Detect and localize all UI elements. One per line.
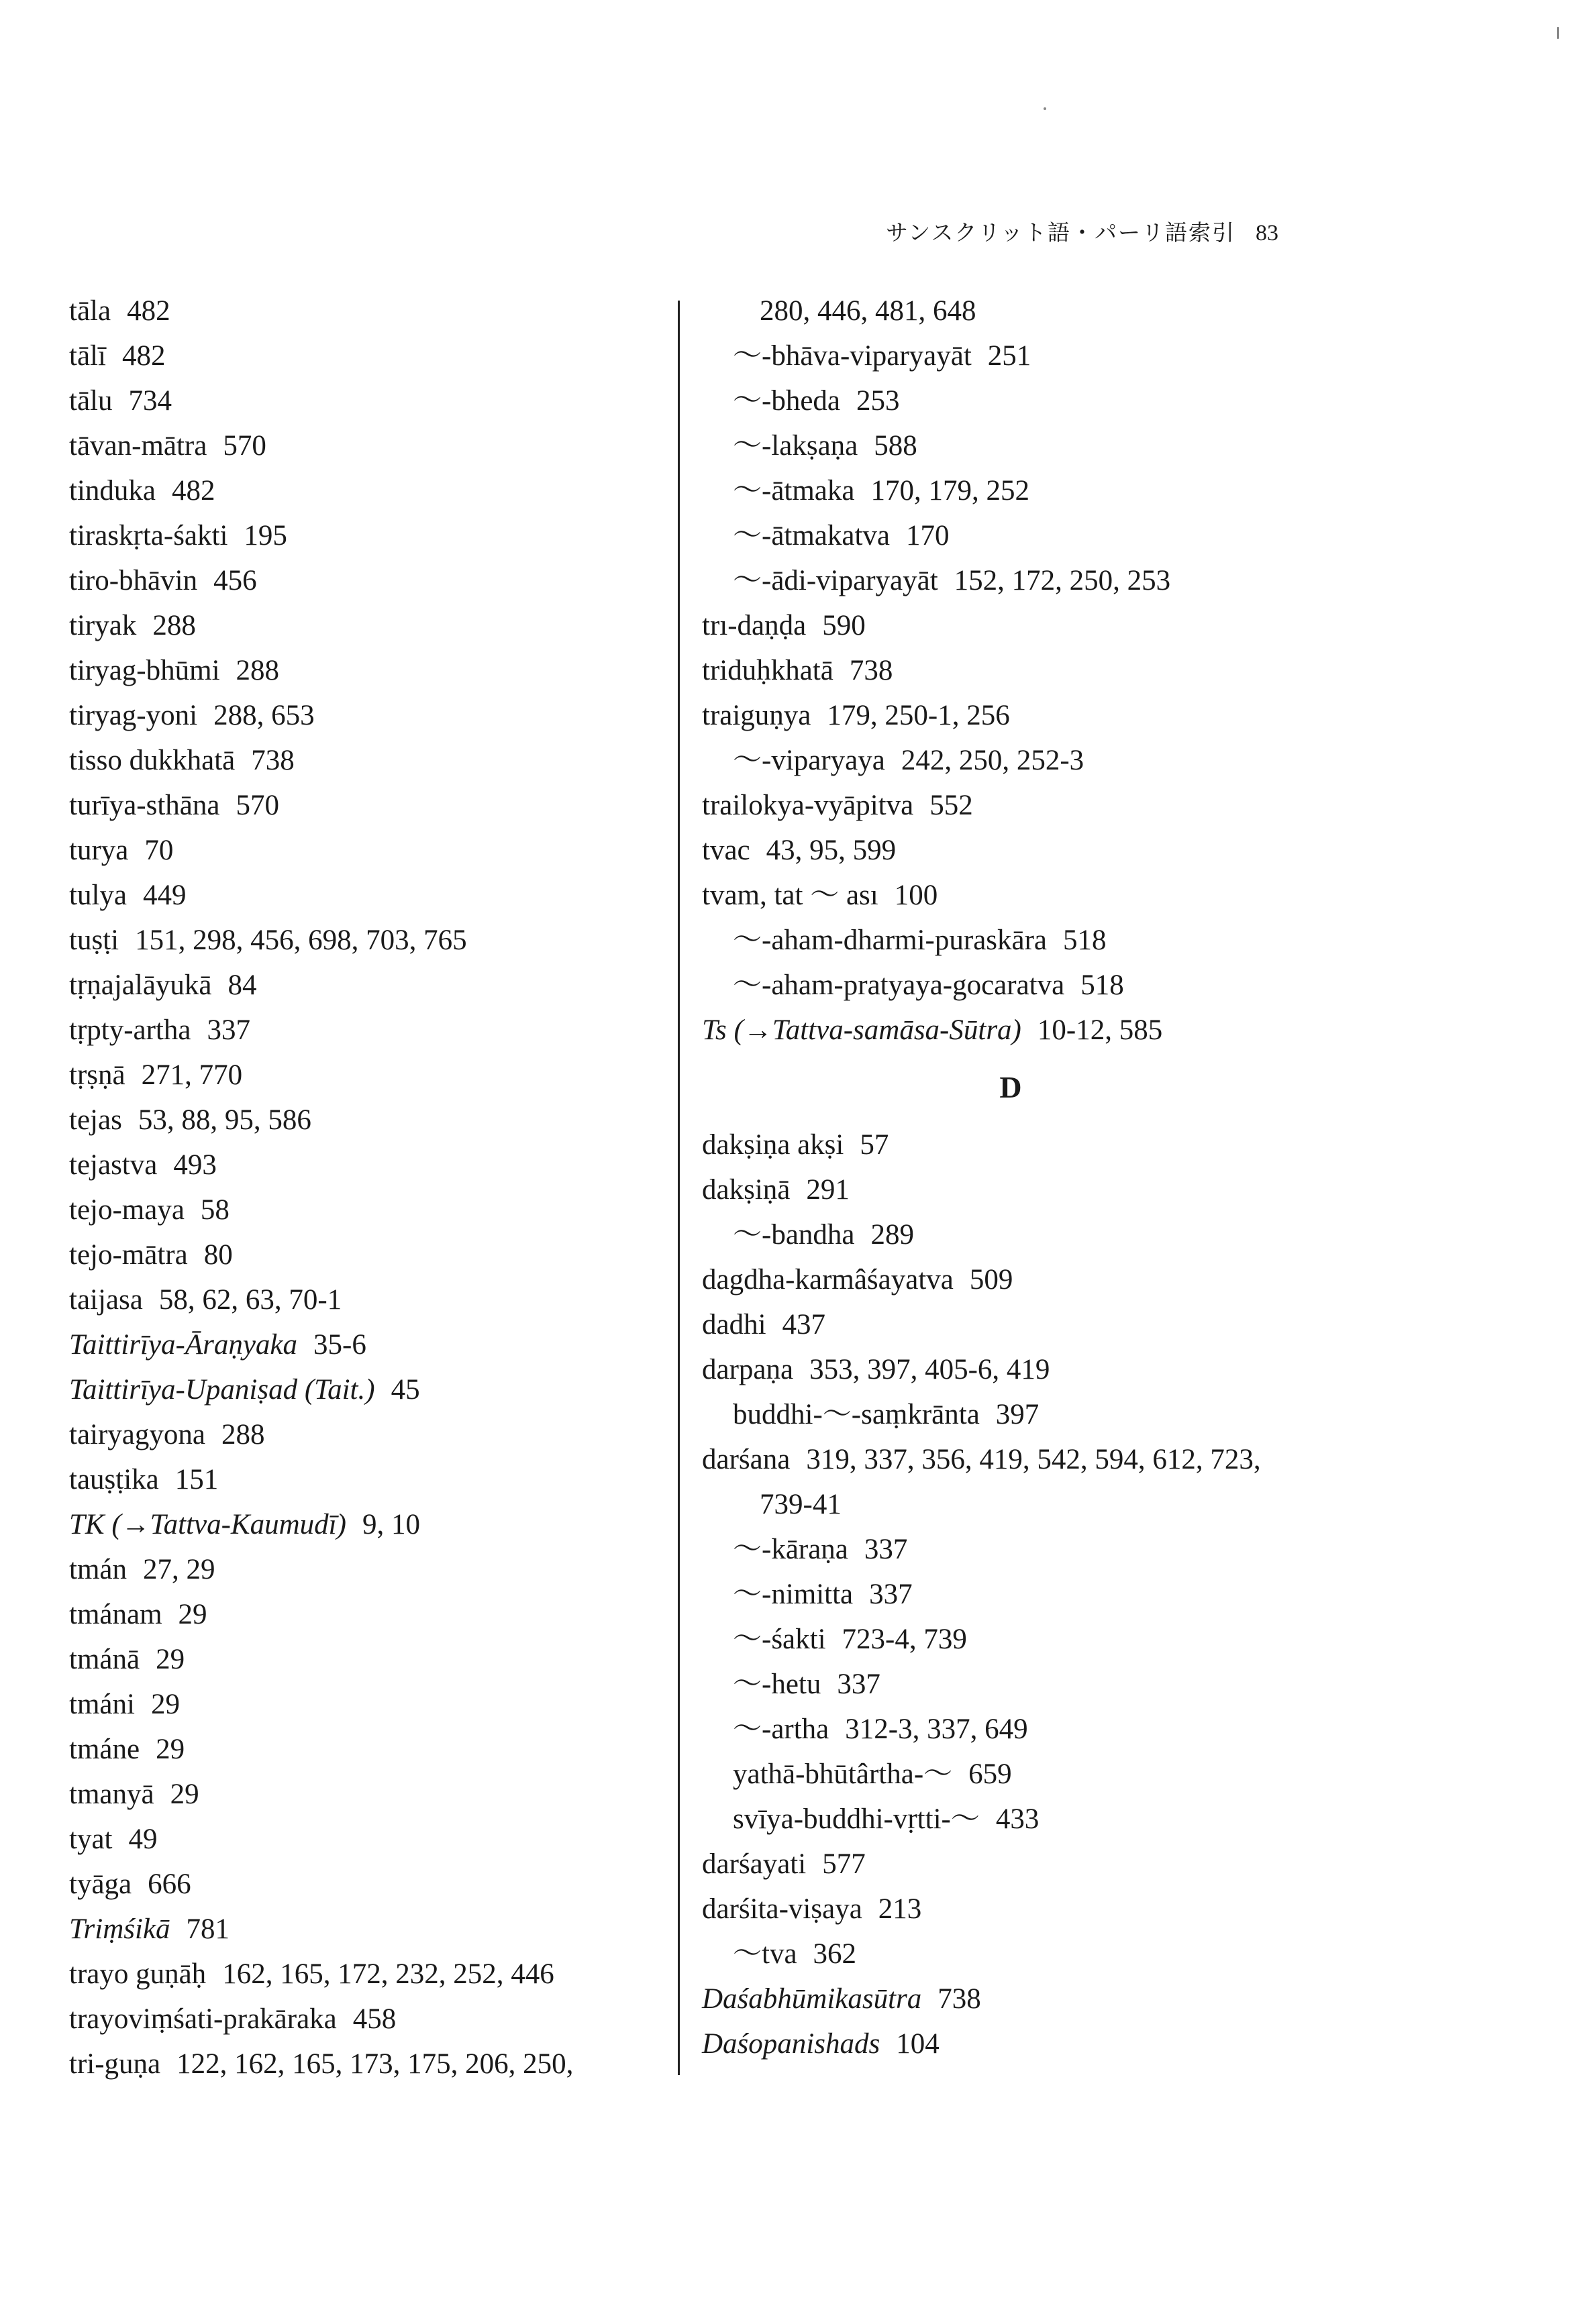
index-term: ～-nimitta — [733, 1579, 854, 1610]
index-term: ～-kāraṇa — [733, 1534, 848, 1565]
index-term: tinduka — [69, 475, 156, 507]
page-references: 58 — [200, 1194, 230, 1226]
page-references: 280, 446, 481, 648 — [760, 295, 976, 327]
page-references: 337 — [864, 1534, 908, 1565]
index-term: tiraskṛta-śakti — [69, 520, 228, 551]
index-entry — [69, 378, 670, 423]
index-entry — [69, 1143, 670, 1187]
index-term: tyāga — [69, 1868, 132, 1900]
page-references: 152, 172, 250, 253 — [954, 565, 1171, 596]
index-term: tri-guṇa — [69, 2048, 161, 2080]
index-term: dagdha-karmâśayatva — [702, 1264, 954, 1296]
page-references: 570 — [223, 430, 266, 462]
index-entry — [69, 1277, 670, 1322]
index-entry — [702, 738, 1346, 783]
page-references: 162, 165, 172, 232, 252, 446 — [222, 1958, 554, 1990]
page-number: 83 — [1256, 221, 1278, 246]
page-references: 288 — [221, 1419, 265, 1450]
page-references: 437 — [782, 1309, 826, 1340]
page-references: 288, 653 — [213, 700, 315, 731]
index-entry — [702, 2021, 1346, 2066]
index-entry — [702, 1572, 1346, 1617]
index-term: ～-śakti — [733, 1624, 826, 1655]
index-entry — [702, 1008, 1346, 1053]
page-references: 493 — [173, 1149, 217, 1181]
index-entry — [702, 1617, 1346, 1662]
scan-speck — [1557, 27, 1559, 39]
index-term: ～-bheda — [733, 385, 840, 417]
index-entry — [69, 1053, 670, 1098]
index-entry — [69, 1187, 670, 1232]
index-entry — [69, 738, 670, 783]
page-references: 666 — [148, 1868, 191, 1900]
index-term: ～-bandha — [733, 1219, 855, 1251]
index-entry — [702, 1932, 1346, 1976]
index-term: tṛṣṇā — [69, 1059, 125, 1091]
page-references: 738 — [849, 655, 893, 686]
index-entry — [69, 783, 670, 828]
index-term: ～-ātmaka — [733, 475, 855, 507]
page-references: 518 — [1063, 925, 1107, 956]
index-term: taijasa — [69, 1284, 143, 1316]
index-entry — [69, 468, 670, 513]
index-entry — [69, 873, 670, 918]
page-references: 170, 179, 252 — [870, 475, 1029, 507]
index-term: tejastva — [69, 1149, 158, 1181]
index-entry — [69, 1637, 670, 1682]
page-references: 242, 250, 252-3 — [901, 745, 1084, 776]
index-term: trayoviṃśati-prakāraka — [69, 2003, 337, 2035]
index-term: ～-ādi-viparyayāt — [733, 565, 938, 596]
index-entry — [69, 1547, 670, 1592]
index-entry — [702, 918, 1346, 963]
index-term: ～-viparyaya — [733, 745, 885, 776]
index-term: tṛpty-artha — [69, 1014, 191, 1046]
index-term: Taittirīya-Āraṇyaka — [69, 1329, 298, 1361]
index-term: tejo-maya — [69, 1194, 185, 1226]
index-section-d — [702, 1122, 1346, 2066]
index-entry — [69, 1322, 670, 1367]
page-references: 570 — [236, 790, 279, 821]
index-term: trailokya-vyāpitva — [702, 790, 914, 821]
index-term: tmánā — [69, 1644, 140, 1675]
index-term: buddhi-～-saṃkrānta — [733, 1399, 980, 1430]
page-references: 353, 397, 405-6, 419 — [809, 1354, 1050, 1385]
page-references: 659 — [968, 1758, 1012, 1790]
page-references: 738 — [938, 1983, 981, 2015]
page-references: 53, 88, 95, 586 — [138, 1104, 311, 1136]
index-term: ～-artha — [733, 1713, 829, 1745]
index-term: Taittirīya-Upaniṣad (Tait.) — [69, 1374, 375, 1406]
column-divider — [678, 301, 680, 2075]
page-references: 253 — [856, 385, 900, 417]
index-entry — [702, 693, 1346, 738]
index-entry — [702, 1302, 1346, 1347]
index-entry — [702, 1482, 1346, 1527]
index-term: ～-aham-dharmi-puraskāra — [733, 925, 1048, 956]
index-term: tālī — [69, 340, 106, 372]
page-references: 27, 29 — [142, 1554, 215, 1585]
index-column-right — [702, 288, 1346, 2066]
index-entry — [69, 918, 670, 963]
page-references: 84 — [227, 969, 257, 1001]
page-references: 734 — [128, 385, 172, 417]
page-references: 151 — [174, 1464, 219, 1495]
page-references: 43, 95, 599 — [766, 835, 897, 866]
index-entry — [702, 1797, 1346, 1842]
index-entry — [69, 1682, 670, 1727]
index-term: tiryak — [69, 610, 137, 641]
index-entry — [69, 1412, 670, 1457]
index-entry — [702, 828, 1346, 873]
index-term: darpaṇa — [702, 1354, 794, 1385]
index-term: tāvan-mātra — [69, 430, 207, 462]
index-term: tmánam — [69, 1599, 162, 1630]
page-references: 100 — [894, 880, 938, 911]
index-term: ～-aham-pratyaya-gocaratva — [733, 969, 1065, 1001]
page-references: 29 — [156, 1734, 185, 1765]
page-references: 456 — [213, 565, 257, 596]
index-entry — [69, 648, 670, 693]
index-entry — [69, 423, 670, 468]
page-references: 49 — [128, 1824, 158, 1855]
index-term: tejas — [69, 1104, 122, 1136]
page-references: 213 — [878, 1893, 922, 1925]
index-entry — [702, 648, 1346, 693]
page-references: 397 — [995, 1399, 1040, 1430]
index-entry — [702, 1842, 1346, 1887]
index-entry — [702, 1437, 1346, 1482]
index-term: dakṣiṇa akṣi — [702, 1129, 844, 1161]
index-entry — [69, 603, 670, 648]
index-entry — [69, 1098, 670, 1143]
page-header — [795, 213, 1278, 254]
index-entry — [69, 333, 670, 378]
page-references: 738 — [251, 745, 295, 776]
page-references: 291 — [806, 1174, 850, 1206]
index-entry — [69, 1907, 670, 1952]
index-term: darśita-viṣaya — [702, 1893, 862, 1925]
page-references: 271, 770 — [141, 1059, 243, 1091]
index-entry — [69, 1727, 670, 1772]
index-entry — [69, 513, 670, 558]
index-entry — [69, 2042, 670, 2087]
index-entry — [69, 1457, 670, 1502]
page-references: 29 — [170, 1779, 199, 1810]
page-references: 362 — [813, 1938, 857, 1970]
page-references: 588 — [874, 430, 917, 462]
page-references: 482 — [121, 340, 166, 372]
index-term: ～-bhāva-viparyayāt — [733, 340, 972, 372]
index-term: ～-hetu — [733, 1669, 821, 1700]
index-entry — [702, 423, 1346, 468]
page-references: 170 — [906, 520, 950, 551]
index-entry — [702, 1887, 1346, 1932]
index-term: Triṃśikā — [69, 1913, 170, 1945]
page-references: 723-4, 739 — [842, 1624, 967, 1655]
page-references: 35-6 — [313, 1329, 366, 1361]
index-term: tvac — [702, 835, 750, 866]
page-references: 518 — [1080, 969, 1124, 1001]
page-references: 739-41 — [760, 1489, 842, 1520]
index-entry — [69, 963, 670, 1008]
page-references: 29 — [156, 1644, 185, 1675]
index-entry — [702, 558, 1346, 603]
page-references: 552 — [929, 790, 973, 821]
page-references: 482 — [127, 295, 170, 327]
index-term: yathā-bhūtârtha-～ — [733, 1758, 953, 1790]
index-entry — [69, 1817, 670, 1862]
page-references: 319, 337, 356, 419, 542, 594, 612, 723, — [806, 1444, 1261, 1475]
index-term: tvam, tat ～ ası — [702, 880, 878, 911]
page-references: 29 — [150, 1689, 180, 1720]
index-section-t-continued — [702, 288, 1346, 1053]
index-entry — [69, 828, 670, 873]
page-references: 195 — [244, 520, 287, 551]
page-references: 45 — [391, 1374, 420, 1406]
index-term: tauṣṭika — [69, 1464, 159, 1495]
index-term: TK (→Tattva-Kaumudī) — [69, 1509, 346, 1540]
section-letter-heading: D — [999, 1070, 1022, 1104]
page-references: 104 — [896, 2028, 940, 2060]
index-term: tulya — [69, 880, 127, 911]
index-term: trı-daṇḍa — [702, 610, 807, 641]
index-entry — [702, 1212, 1346, 1257]
index-entry — [702, 603, 1346, 648]
page-references: 179, 250-1, 256 — [827, 700, 1010, 731]
page-references: 781 — [186, 1913, 230, 1945]
index-entry — [702, 513, 1346, 558]
index-entry — [702, 288, 1346, 333]
page-references: 70 — [144, 835, 174, 866]
index-term: tmanyā — [69, 1779, 154, 1810]
index-column-left — [69, 288, 670, 2087]
page-references: 337 — [837, 1669, 880, 1700]
page-references: 151, 298, 456, 698, 703, 765 — [135, 925, 467, 956]
page-references: 312-3, 337, 649 — [845, 1713, 1028, 1745]
index-entry — [69, 1502, 670, 1547]
index-entry — [69, 1232, 670, 1277]
page-references: 288 — [236, 655, 280, 686]
index-entry — [702, 1527, 1346, 1572]
index-term: darśana — [702, 1444, 791, 1475]
page-references: 122, 162, 165, 173, 175, 206, 250, — [176, 2048, 574, 2080]
index-entry — [69, 1008, 670, 1053]
index-term: turīya-sthāna — [69, 790, 220, 821]
page-references: 9, 10 — [362, 1509, 420, 1540]
page-references: 482 — [171, 475, 215, 507]
page-references: 58, 62, 63, 70-1 — [158, 1284, 342, 1316]
index-term: tiryag-bhūmi — [69, 655, 220, 686]
page-references: 458 — [352, 2003, 397, 2035]
index-entry — [702, 963, 1346, 1008]
index-term: Daśopanishads — [702, 2028, 880, 2060]
index-term: dakṣiṇā — [702, 1174, 791, 1206]
page-references: 449 — [142, 880, 187, 911]
index-term: tmán — [69, 1554, 127, 1585]
index-entry — [702, 1392, 1346, 1437]
page-references: 251 — [987, 340, 1031, 372]
page-references: 433 — [995, 1803, 1040, 1835]
index-term: ～-ātmakatva — [733, 520, 891, 551]
index-entry — [702, 1122, 1346, 1167]
page-references: 29 — [178, 1599, 207, 1630]
index-term: svīya-buddhi-vṛtti-～ — [733, 1803, 980, 1835]
page-references: 289 — [870, 1219, 914, 1251]
index-term: tiro-bhāvin — [69, 565, 198, 596]
index-term: turya — [69, 835, 129, 866]
index-term: tālu — [69, 385, 113, 417]
index-entry — [69, 1862, 670, 1907]
index-term: tyat — [69, 1824, 113, 1855]
index-term: darśayati — [702, 1848, 807, 1880]
index-term: triduḥkhatā — [702, 655, 833, 686]
index-entry — [702, 783, 1346, 828]
index-term: ～tva — [733, 1938, 797, 1970]
index-term: tṛṇajalāyukā — [69, 969, 212, 1001]
scan-speck — [1044, 107, 1046, 110]
index-term: tisso dukkhatā — [69, 745, 236, 776]
index-term: tāla — [69, 295, 111, 327]
index-entry — [702, 1257, 1346, 1302]
index-entry — [702, 378, 1346, 423]
page-references: 337 — [869, 1579, 913, 1610]
index-entry — [69, 288, 670, 333]
index-term: ～-lakṣaṇa — [733, 430, 858, 462]
index-term: tuṣṭi — [69, 925, 119, 956]
page-references: 288 — [152, 610, 196, 641]
index-entry — [702, 1752, 1346, 1797]
index-entry — [69, 558, 670, 603]
running-title: サンスクリット語・パーリ語索引 — [885, 221, 1235, 246]
page-references: 57 — [860, 1129, 889, 1161]
index-term: tmáne — [69, 1734, 140, 1765]
page-references: 509 — [969, 1264, 1013, 1296]
page-references: 577 — [822, 1848, 866, 1880]
index-entry — [69, 1952, 670, 1997]
index-entry — [702, 333, 1346, 378]
page-references: 590 — [822, 610, 866, 641]
index-entry — [69, 1592, 670, 1637]
index-entry — [702, 873, 1346, 918]
index-entry — [702, 468, 1346, 513]
index-term: traiguṇya — [702, 700, 811, 731]
index-term: trayo guṇāḥ — [69, 1958, 207, 1990]
index-term: Ts (→Tattva-samāsa-Sūtra) — [702, 1014, 1021, 1046]
index-term: tairyagyona — [69, 1419, 205, 1450]
index-entry — [69, 1997, 670, 2042]
index-term: Daśabhūmikasūtra — [702, 1983, 922, 2015]
index-term: dadhi — [702, 1309, 766, 1340]
index-term: tmáni — [69, 1689, 135, 1720]
index-entry — [69, 1367, 670, 1412]
page-references: 337 — [207, 1014, 250, 1046]
index-entry — [702, 1707, 1346, 1752]
index-entry — [69, 1772, 670, 1817]
page-references: 10-12, 585 — [1037, 1014, 1163, 1046]
page-references: 80 — [203, 1239, 233, 1271]
index-term: tiryag-yoni — [69, 700, 198, 731]
index-entry — [702, 1167, 1346, 1212]
index-entry — [702, 1976, 1346, 2021]
index-entry — [702, 1662, 1346, 1707]
index-entry — [69, 693, 670, 738]
index-entry — [702, 1347, 1346, 1392]
index-term: tejo-mātra — [69, 1239, 188, 1271]
